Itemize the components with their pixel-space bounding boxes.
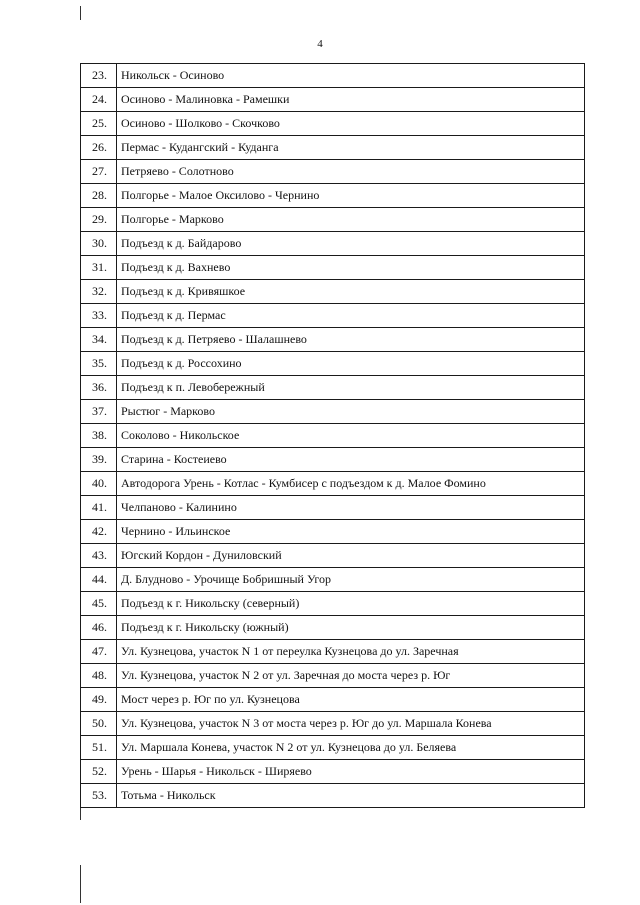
table-row	[81, 424, 585, 448]
roads-table	[80, 63, 585, 808]
row-number: 35.	[81, 352, 117, 376]
table-row	[81, 88, 585, 112]
row-number: 39.	[81, 448, 117, 472]
table-row	[81, 64, 585, 88]
roads-table-body	[81, 64, 585, 808]
row-number: 33.	[81, 304, 117, 328]
table-row	[81, 784, 585, 808]
row-number: 27.	[81, 160, 117, 184]
table-row	[81, 184, 585, 208]
road-name: Подъезд к д. Кривяшкое	[117, 280, 585, 304]
table-row	[81, 544, 585, 568]
row-number: 37.	[81, 400, 117, 424]
table-row	[81, 280, 585, 304]
row-number: 41.	[81, 496, 117, 520]
row-number: 26.	[81, 136, 117, 160]
table-row	[81, 136, 585, 160]
table-row	[81, 232, 585, 256]
row-number: 24.	[81, 88, 117, 112]
row-number: 46.	[81, 616, 117, 640]
road-name: Ул. Кузнецова, участок N 2 от ул. Заречная до моста через р. Юг	[117, 664, 585, 688]
road-name: Старина - Костеиево	[117, 448, 585, 472]
row-number: 47.	[81, 640, 117, 664]
table-row	[81, 712, 585, 736]
table-row	[81, 688, 585, 712]
table-row	[81, 328, 585, 352]
table-row	[81, 736, 585, 760]
road-name: Д. Блудново - Урочище Бобришный Угор	[117, 568, 585, 592]
table-row	[81, 256, 585, 280]
road-name: Подъезд к д. Байдарово	[117, 232, 585, 256]
table-row	[81, 640, 585, 664]
road-name: Петряево - Солотново	[117, 160, 585, 184]
road-name: Подъезд к п. Левобережный	[117, 376, 585, 400]
row-number: 25.	[81, 112, 117, 136]
row-number: 31.	[81, 256, 117, 280]
table-row	[81, 616, 585, 640]
table-row	[81, 664, 585, 688]
row-number: 45.	[81, 592, 117, 616]
table-row	[81, 400, 585, 424]
road-name: Тотьма - Никольск	[117, 784, 585, 808]
row-number: 44.	[81, 568, 117, 592]
row-number: 34.	[81, 328, 117, 352]
road-name: Полгорье - Малое Оксилово - Чернино	[117, 184, 585, 208]
road-name: Соколово - Никольское	[117, 424, 585, 448]
table-row	[81, 208, 585, 232]
margin-line-mark	[80, 808, 81, 820]
road-name: Подъезд к д. Петряево - Шалашнево	[117, 328, 585, 352]
road-name: Пермас - Кудангский - Куданга	[117, 136, 585, 160]
row-number: 30.	[81, 232, 117, 256]
row-number: 32.	[81, 280, 117, 304]
road-name: Чернино - Ильинское	[117, 520, 585, 544]
table-row	[81, 112, 585, 136]
road-name: Урень - Шарья - Никольск - Ширяево	[117, 760, 585, 784]
table-row	[81, 592, 585, 616]
road-name: Подъезд к г. Никольску (южный)	[117, 616, 585, 640]
road-name: Рыстюг - Марково	[117, 400, 585, 424]
row-number: 42.	[81, 520, 117, 544]
row-number: 23.	[81, 64, 117, 88]
row-number: 38.	[81, 424, 117, 448]
table-row	[81, 160, 585, 184]
margin-line-mark	[80, 865, 81, 903]
road-name: Ул. Кузнецова, участок N 3 от моста через р. Юг до ул. Маршала Конева	[117, 712, 585, 736]
table-row	[81, 568, 585, 592]
road-name: Ул. Кузнецова, участок N 1 от переулка Кузнецова до ул. Заречная	[117, 640, 585, 664]
road-name: Автодорога Урень - Котлас - Кумбисер с подъездом к д. Малое Фомино	[117, 472, 585, 496]
road-name: Подъезд к д. Вахнево	[117, 256, 585, 280]
margin-line-mark	[80, 6, 81, 20]
row-number: 40.	[81, 472, 117, 496]
row-number: 48.	[81, 664, 117, 688]
road-name: Никольск - Осиново	[117, 64, 585, 88]
road-name: Подъезд к д. Пермас	[117, 304, 585, 328]
table-row	[81, 352, 585, 376]
row-number: 49.	[81, 688, 117, 712]
table-row	[81, 448, 585, 472]
row-number: 36.	[81, 376, 117, 400]
road-name: Ул. Маршала Конева, участок N 2 от ул. Кузнецова до ул. Беляева	[117, 736, 585, 760]
table-row	[81, 376, 585, 400]
table-row	[81, 520, 585, 544]
row-number: 29.	[81, 208, 117, 232]
row-number: 43.	[81, 544, 117, 568]
road-name: Осиново - Шолково - Скочково	[117, 112, 585, 136]
table-row	[81, 496, 585, 520]
road-name: Осиново - Малиновка - Рамешки	[117, 88, 585, 112]
row-number: 52.	[81, 760, 117, 784]
table-row	[81, 304, 585, 328]
row-number: 28.	[81, 184, 117, 208]
road-name: Мост через р. Юг по ул. Кузнецова	[117, 688, 585, 712]
road-name: Подъезд к г. Никольску (северный)	[117, 592, 585, 616]
row-number: 50.	[81, 712, 117, 736]
road-name: Челпаново - Калинино	[117, 496, 585, 520]
road-name: Югский Кордон - Дуниловский	[117, 544, 585, 568]
page-number: 4	[317, 38, 323, 50]
row-number: 53.	[81, 784, 117, 808]
table-row	[81, 472, 585, 496]
road-name: Полгорье - Марково	[117, 208, 585, 232]
row-number: 51.	[81, 736, 117, 760]
road-name: Подъезд к д. Россохино	[117, 352, 585, 376]
table-row	[81, 760, 585, 784]
